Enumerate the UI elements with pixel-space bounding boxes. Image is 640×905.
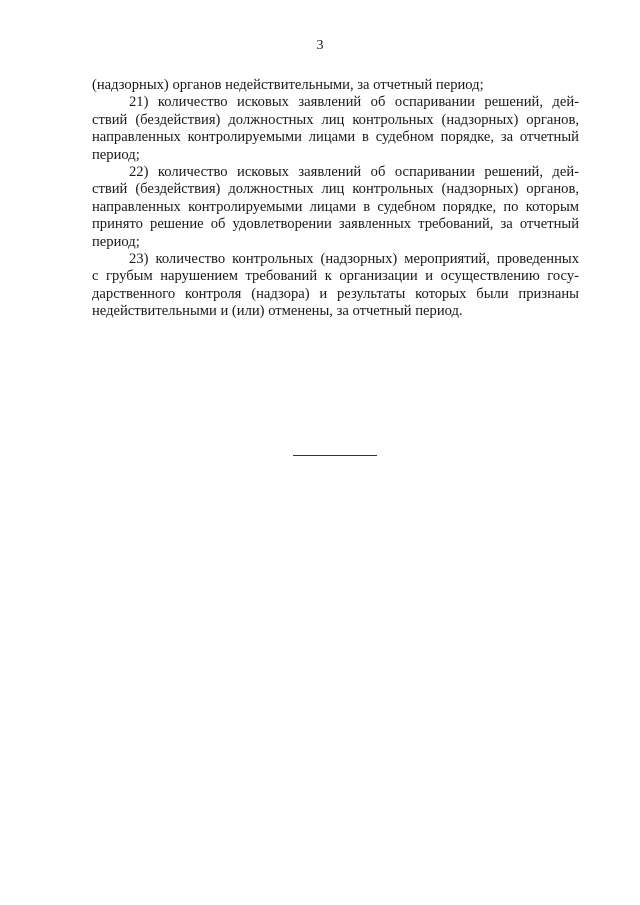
- text-line: направленных контролируемыми лицами в судебном порядке, по которым: [92, 198, 579, 215]
- text-line: период;: [92, 233, 140, 250]
- text-line: направленных контролируемыми лицами в судебном порядке, за отчетный: [92, 129, 579, 146]
- page-number: 3: [316, 38, 324, 53]
- text-line: (надзорных) органов недействительными, за отчетный период;: [92, 77, 484, 93]
- text-line: ствий (бездействия) должностных лиц контрольных (надзорных) органов,: [92, 181, 579, 198]
- text-line: 22) количество исковых заявлений об оспаривании решений, дей-: [129, 163, 579, 180]
- text-line: 21) количество исковых заявлений об оспаривании решений, дей-: [129, 94, 579, 111]
- text-line: ствий (бездействия) должностных лиц контрольных (надзорных) органов,: [92, 111, 579, 128]
- document-body: [92, 77, 579, 320]
- text-line: период;: [92, 146, 140, 163]
- text-line: 23) количество контрольных (надзорных) мероприятий, проведенных: [129, 250, 579, 267]
- text-line: дарственного контроля (надзора) и результаты которых были признаны: [92, 285, 579, 302]
- text-line: с грубым нарушением требований к организации и осуществлению госу-: [92, 268, 579, 285]
- text-line: недействительными и (или) отменены, за отчетный период.: [92, 303, 463, 320]
- end-of-document-rule: [293, 455, 377, 456]
- text-line: принято решение об удовлетворении заявленных требований, за отчетный: [92, 216, 579, 233]
